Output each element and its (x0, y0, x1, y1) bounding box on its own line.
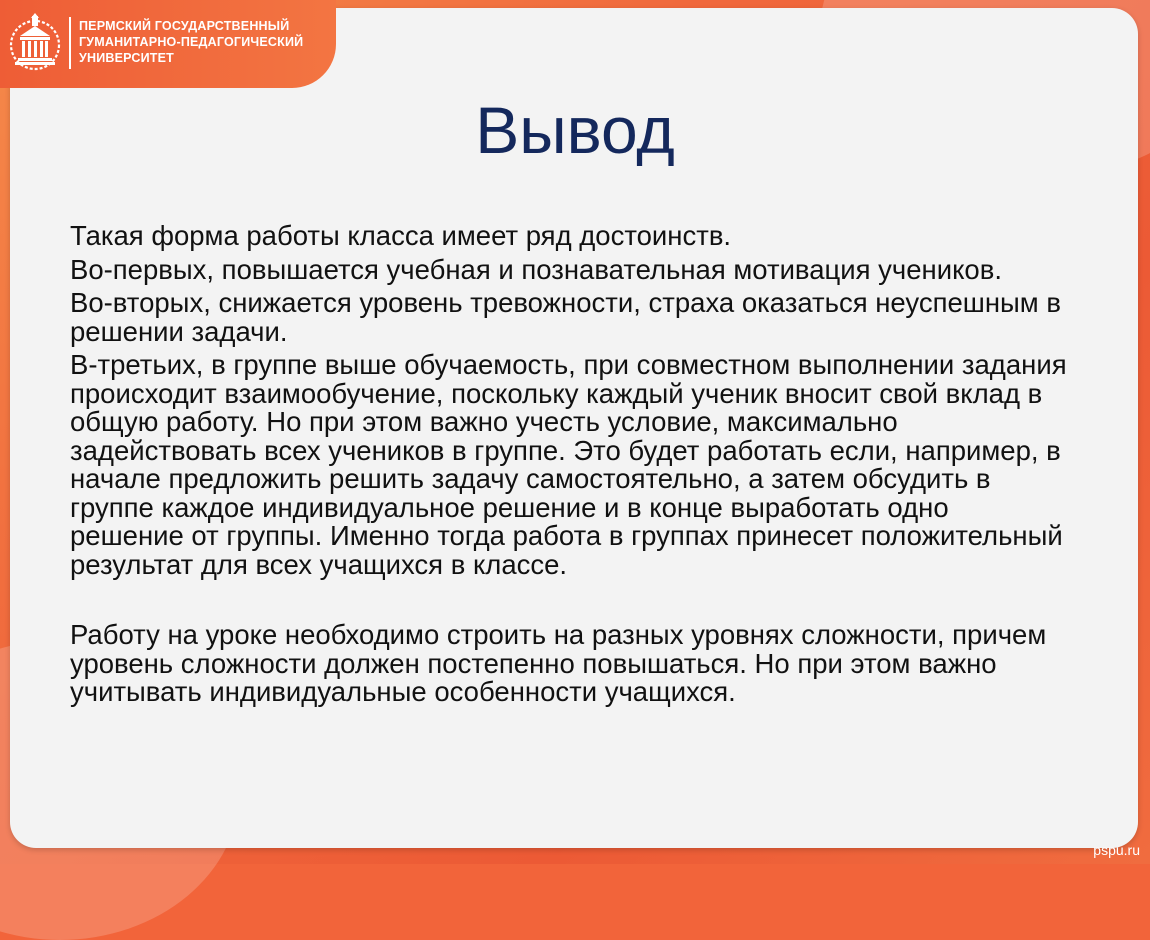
content-paragraph: В-третьих, в группе выше обучаемость, при совместном выполнении задания происходит взаимообучение, поскольку каждый ученик вносит свой вклад в общую работу. Но при этом важно учесть условие, максимально задействовать всех учеников в группе. Это будет работать если, например, в начале предложить решить задачу самостоятельно, а затем обсудить в группе каждое индивидуальное решение и в конце выработать одно решение от группы. Именно тогда работа в группах принесет положительный результат для всех учащихся в классе. (70, 349, 1067, 580)
content-paragraph: Такая форма работы класса имеет ряд достоинств. (70, 220, 732, 251)
university-building-icon (8, 12, 62, 72)
university-name-line: ГУМАНИТАРНО-ПЕДАГОГИЧЕСКИЙ (79, 35, 304, 49)
university-name-line: ПЕРМСКИЙ ГОСУДАРСТВЕННЫЙ (79, 19, 290, 33)
content-paragraph: Работу на уроке необходимо строить на разных уровнях сложности, причем уровень сложности должен постепенно повышаться. Но при этом важно учитывать индивидуальные особенности учащихся. (70, 619, 1047, 707)
slide-content (70, 222, 1070, 712)
content-paragraph: Во-первых, повышается учебная и познавательная мотивация учеников. (70, 253, 1002, 285)
header-tab (0, 0, 336, 88)
slide-title: Вывод (475, 93, 675, 167)
content-paragraph: Во-вторых, снижается уровень тревожности, страха оказаться неуспешным в решении задачи. (70, 287, 1061, 347)
footer-site-link: pspu.ru (1093, 842, 1140, 858)
university-name-line: УНИВЕРСИТЕТ (79, 51, 174, 65)
logo-divider (69, 17, 71, 69)
university-name (79, 18, 329, 66)
